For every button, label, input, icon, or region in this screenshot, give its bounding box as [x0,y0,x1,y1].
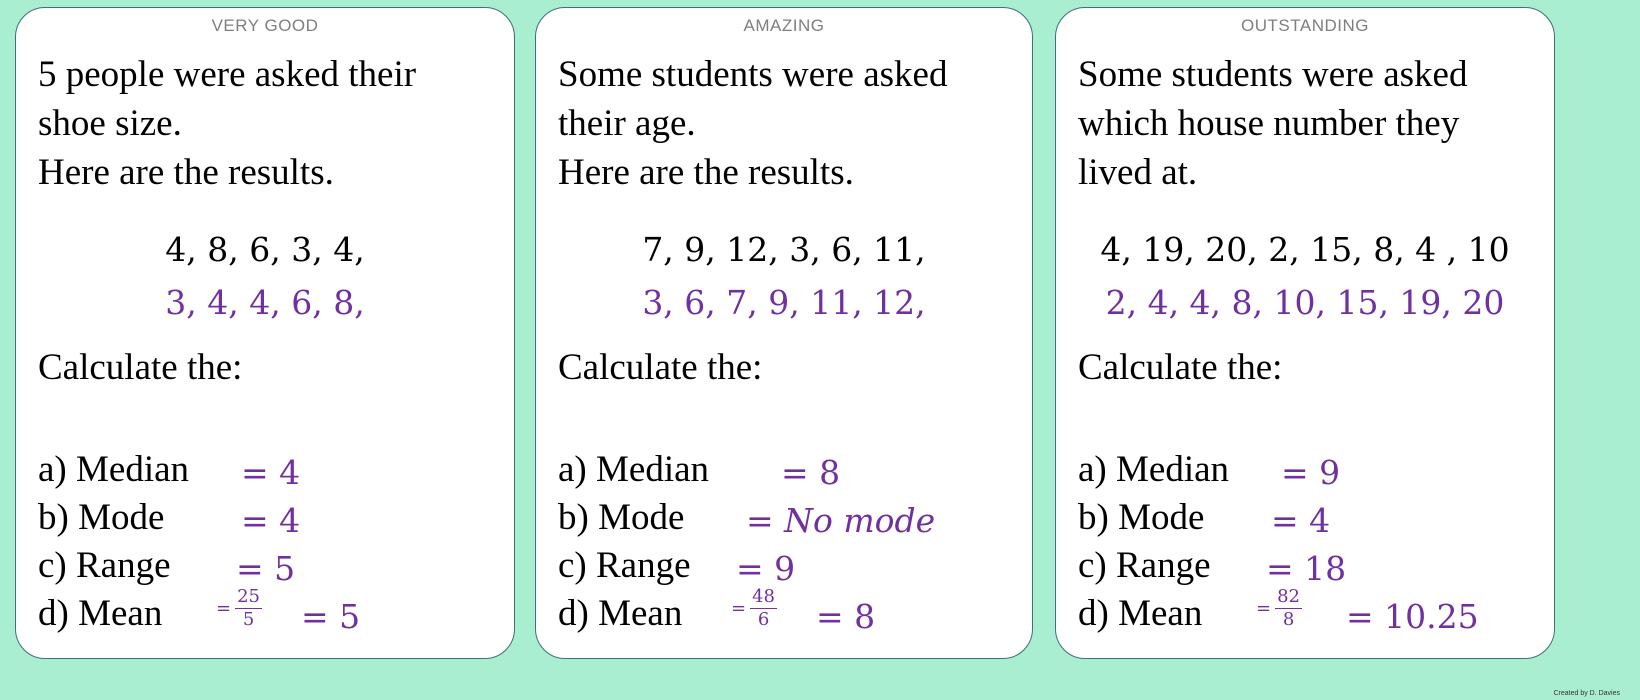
difficulty-header: AMAZING [743,16,825,35]
part-label: a) Median [1078,449,1230,490]
question-text [1078,50,1467,197]
part-answer: = 10.25 [1346,597,1479,636]
worksheet-card-outstanding [1055,7,1555,659]
calculate-prompt: Calculate the: [1078,347,1283,388]
part-answer: = 4 [1271,501,1331,540]
fraction-numerator: 25 [237,586,260,607]
part-label: c) Range [38,545,171,586]
part-answer: = 8 [781,453,841,492]
part-label: b) Mode [38,497,165,538]
question-line: Here are the results. [38,152,334,193]
question-line: Here are the results. [558,152,854,193]
part-label: d) Mean [558,593,683,634]
part-answer: = 5 [301,597,361,636]
part-label: b) Mode [1078,497,1205,538]
sorted-values: 2, 4, 4, 8, 10, 15, 19, 20 [1105,283,1505,322]
fraction-numerator: 82 [1277,586,1300,607]
question-line: 5 people were asked their [38,54,417,95]
question-line: Some students were asked [558,54,948,95]
sorted-values: 3, 4, 4, 6, 8, [165,283,365,322]
difficulty-header: VERY GOOD [211,16,319,35]
fraction-equals: = [1256,598,1272,619]
difficulty-header: OUTSTANDING [1241,16,1369,35]
question-line: their age. [558,103,696,144]
part-answer: = No mode [746,501,936,540]
part-label: d) Mean [38,593,163,634]
part-answer: = 8 [816,597,876,636]
part-answer: = 4 [241,501,301,540]
calculate-prompt: Calculate the: [558,347,763,388]
question-text [558,50,947,197]
mean-fraction [1256,586,1302,631]
question-line: lived at. [1078,152,1198,193]
data-values: 7, 9, 12, 3, 6, 11, [642,230,926,269]
question-text [38,50,416,197]
fraction-denominator: 8 [1282,609,1295,630]
part-label: a) Median [558,449,710,490]
data-values: 4, 8, 6, 3, 4, [165,230,365,269]
part-answer: = 9 [1281,453,1341,492]
part-answer: = 18 [1266,549,1347,588]
fraction-equals: = [731,598,747,619]
question-line: Some students were asked [1078,54,1468,95]
mean-fraction [731,586,777,631]
fraction-equals: = [216,598,232,619]
question-line: which house number they [1078,103,1460,144]
question-line: shoe size. [38,103,182,144]
fraction-numerator: 48 [752,586,775,607]
calculate-prompt: Calculate the: [38,347,243,388]
part-answer: = 4 [241,453,301,492]
part-label: c) Range [1078,545,1211,586]
fraction-denominator: 6 [757,609,770,630]
worksheet-card-amazing [535,7,1033,659]
credit-text: Created by D. Davies [1553,690,1620,697]
part-label: b) Mode [558,497,685,538]
data-values: 4, 19, 20, 2, 15, 8, 4 , 10 [1100,230,1510,269]
part-answer: = 9 [736,549,796,588]
part-label: d) Mean [1078,593,1203,634]
part-answer: = 5 [236,549,296,588]
fraction-denominator: 5 [242,609,255,630]
part-label: c) Range [558,545,691,586]
sorted-values: 3, 6, 7, 9, 11, 12, [642,283,926,322]
mean-fraction [216,586,262,631]
worksheet-card-very-good [15,7,515,659]
part-label: a) Median [38,449,190,490]
